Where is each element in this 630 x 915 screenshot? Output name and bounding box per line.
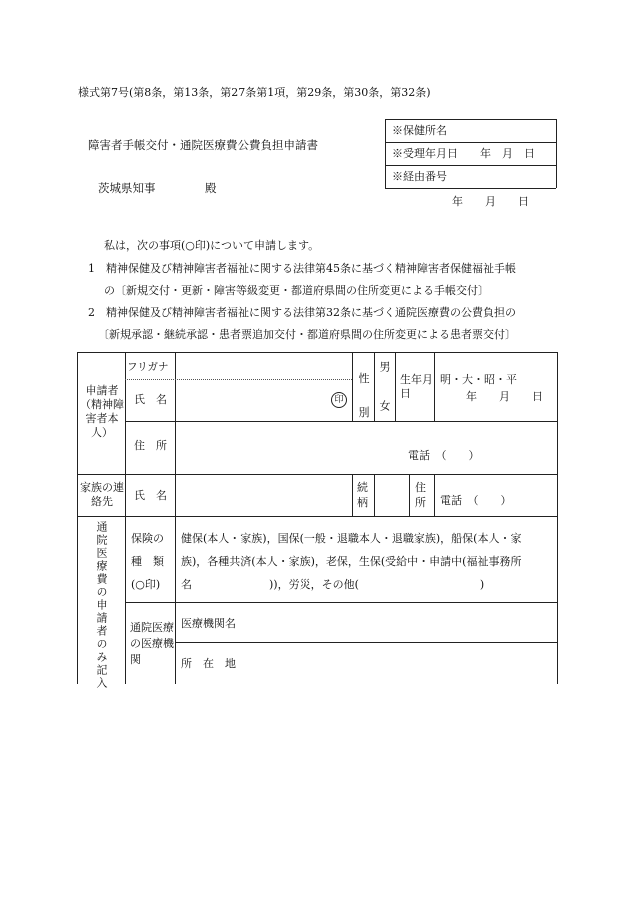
furigana-input[interactable] [177,356,349,376]
family-name-input[interactable] [177,477,349,513]
birth-date-field[interactable]: 年 月 日 [466,390,543,403]
clinic-name-field[interactable]: 医療機関名 [181,617,236,630]
item1-line1: 1 精神保健及び精神障害者福祉に関する法律第45条に基づく精神障害者保健福祉手帳 [88,262,516,275]
name-label: 氏 名 [134,393,167,406]
health-center-field[interactable]: ※保健所名 [392,124,447,137]
name-input[interactable] [177,382,327,418]
received-date-field[interactable]: ※受理年月日 年 月 日 [392,147,535,160]
insurance-label-3: (○印) [131,578,161,591]
clinic-label: 通院医療の医療機関 [130,621,174,666]
birth-date-label: 生年月日 [400,373,433,400]
family-address-label: 住所 [415,481,426,509]
furigana-label: フリガナ [127,361,169,373]
addressee: 茨城県知事 [98,181,156,195]
seal-mark: 印 [331,392,347,408]
address-label: 住 所 [134,439,167,452]
era-options[interactable]: 明・大・昭・平 [440,373,517,386]
family-phone-field[interactable]: 電話 （ ） [440,494,512,507]
relation-label: 続柄 [357,481,368,509]
relation-input[interactable] [376,477,407,513]
insurance-options-line3[interactable]: 名 ))，労災，その他( ) [181,578,485,591]
medical-section-label: 通院医療費の申請者のみ記入 [95,521,108,690]
honorific: 殿 [205,181,217,195]
family-contact-label: 家族の連絡先 [80,481,124,508]
applicant-label: 申請者（精神障害者本人） [80,384,124,439]
item2-line2: 〔新規承認・継続承認・患者票追加交付・都道府県間の住所変更による患者票交付〕 [98,328,516,341]
clinic-location-field[interactable]: 所 在 地 [181,657,236,670]
item1-line2: の〔新規交付・更新・障害等級変更・都道府県間の住所変更による手帳交付〕 [104,284,489,297]
insurance-label-2: 種 類 [131,555,164,568]
sex-label: 性別 [358,372,370,419]
item2-line1: 2 精神保健及び精神障害者福祉に関する法律第32条に基づく通院医療費の公費負担の [88,306,516,319]
insurance-options-line2[interactable]: 族)，各種共済(本人・家族)，老保，生保(受給中・申請中(福祉事務所 [181,555,522,568]
form-number: 様式第7号(第8条，第13条，第27条第1項，第29条，第30条，第32条) [78,86,431,99]
family-name-label: 氏 名 [134,489,167,502]
insurance-options-line1[interactable]: 健保(本人・家族)，国保(一般・退職本人・退職家族)，船保(本人・家 [181,532,522,545]
address-input[interactable] [177,424,555,446]
statement: 私は，次の事項(○印)について申請します。 [104,239,320,252]
submission-date: 年 月 日 [452,195,529,208]
sex-female[interactable]: 女 [378,400,391,412]
form-title: 障害者手帳交付・通院医療費公費負担申請書 [88,138,318,152]
sex-male[interactable]: 男 [378,361,391,373]
phone-field[interactable]: 電話 （ ） [408,449,480,462]
insurance-label-1: 保険の [131,532,164,545]
routing-number-field[interactable]: ※経由番号 [392,170,447,183]
